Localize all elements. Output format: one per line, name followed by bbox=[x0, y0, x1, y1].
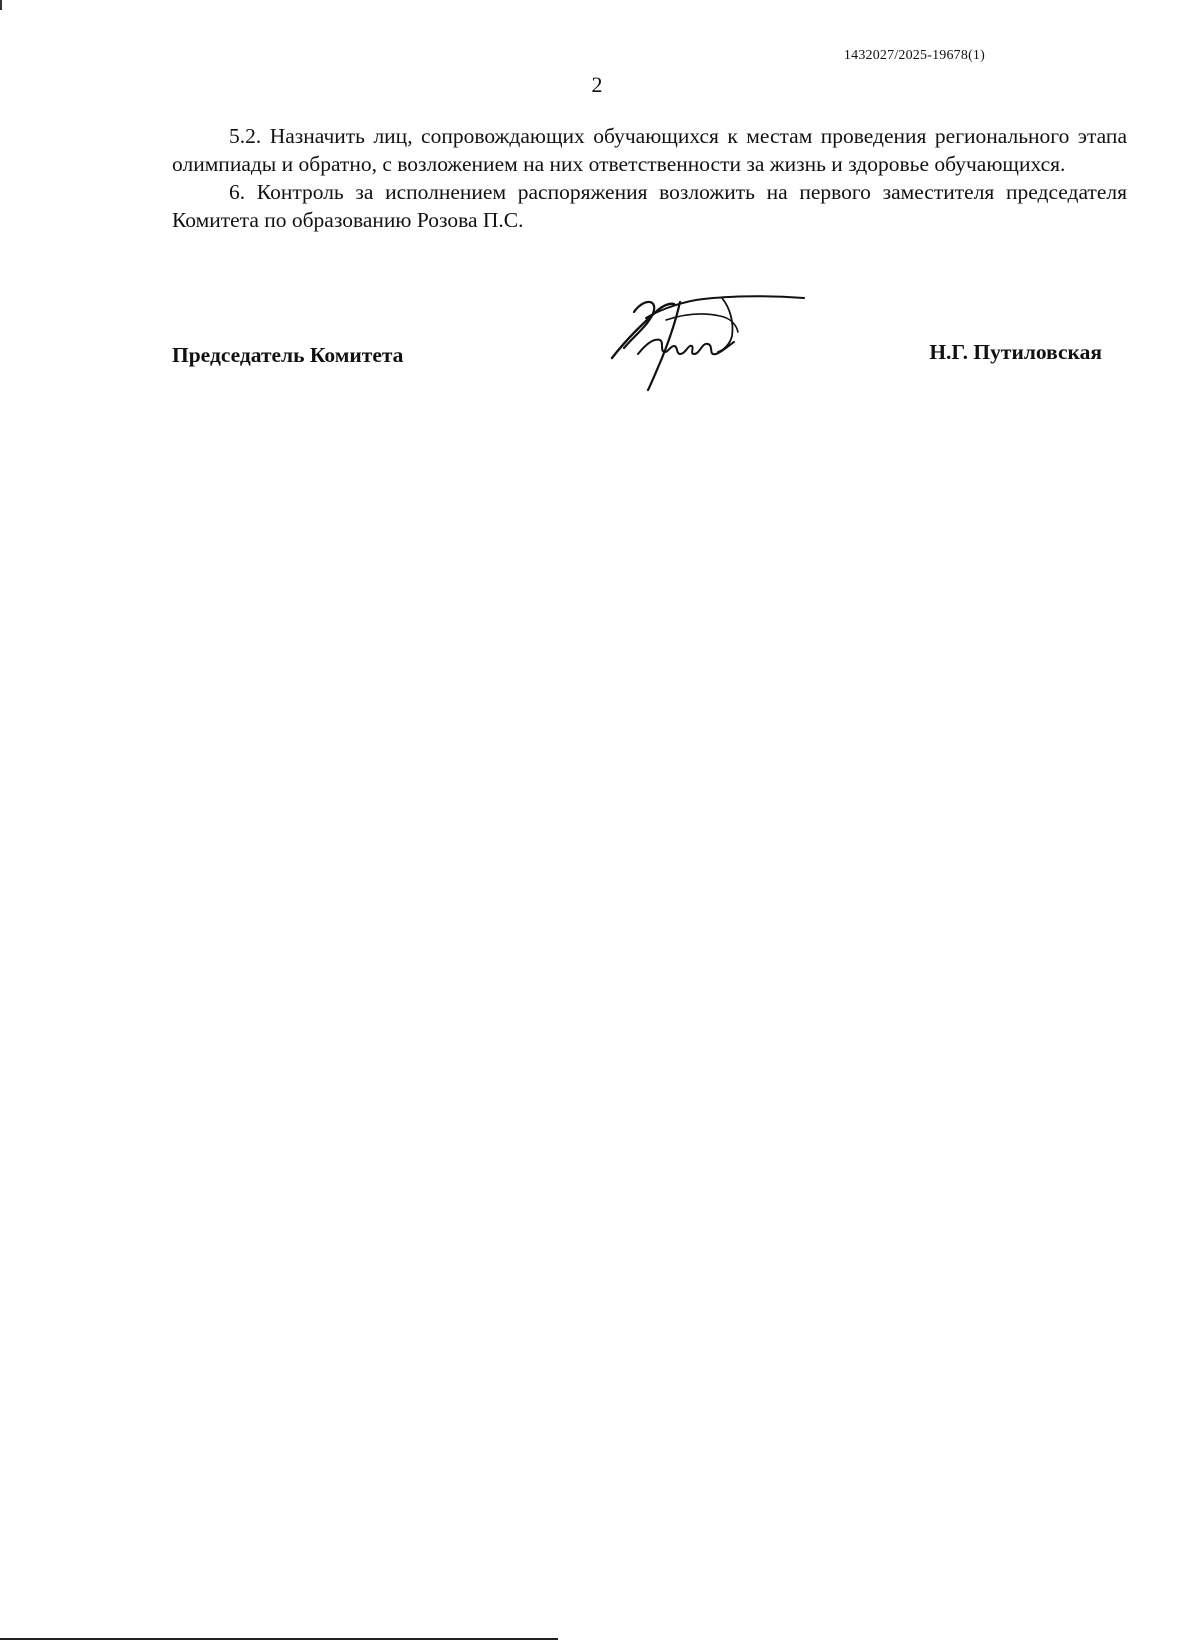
page-number: 2 bbox=[591, 72, 603, 97]
paragraph-5-2: 5.2. Назначить лиц, сопровождающих обучающихся к местам проведения регионального этапа олимпиады и обратно, с возложением на них ответственности за жизнь и здоровье обучающихся. bbox=[172, 124, 1127, 176]
handwritten-signature-icon bbox=[604, 290, 814, 400]
registration-number: 1432027/2025-19678(1) bbox=[843, 48, 985, 63]
signer-name: Н.Г. Путиловская bbox=[929, 340, 1102, 364]
document-body bbox=[172, 122, 1127, 234]
paragraph-6: 6. Контроль за исполнением распоряжения возложить на первого заместителя председателя Комитета по образованию Розова П.С. bbox=[172, 180, 1127, 232]
scan-bottom-edge bbox=[0, 1638, 558, 1640]
scan-edge-mark bbox=[0, 0, 2, 10]
signature-block bbox=[172, 296, 1102, 406]
signer-position: Председатель Комитета bbox=[172, 343, 404, 367]
